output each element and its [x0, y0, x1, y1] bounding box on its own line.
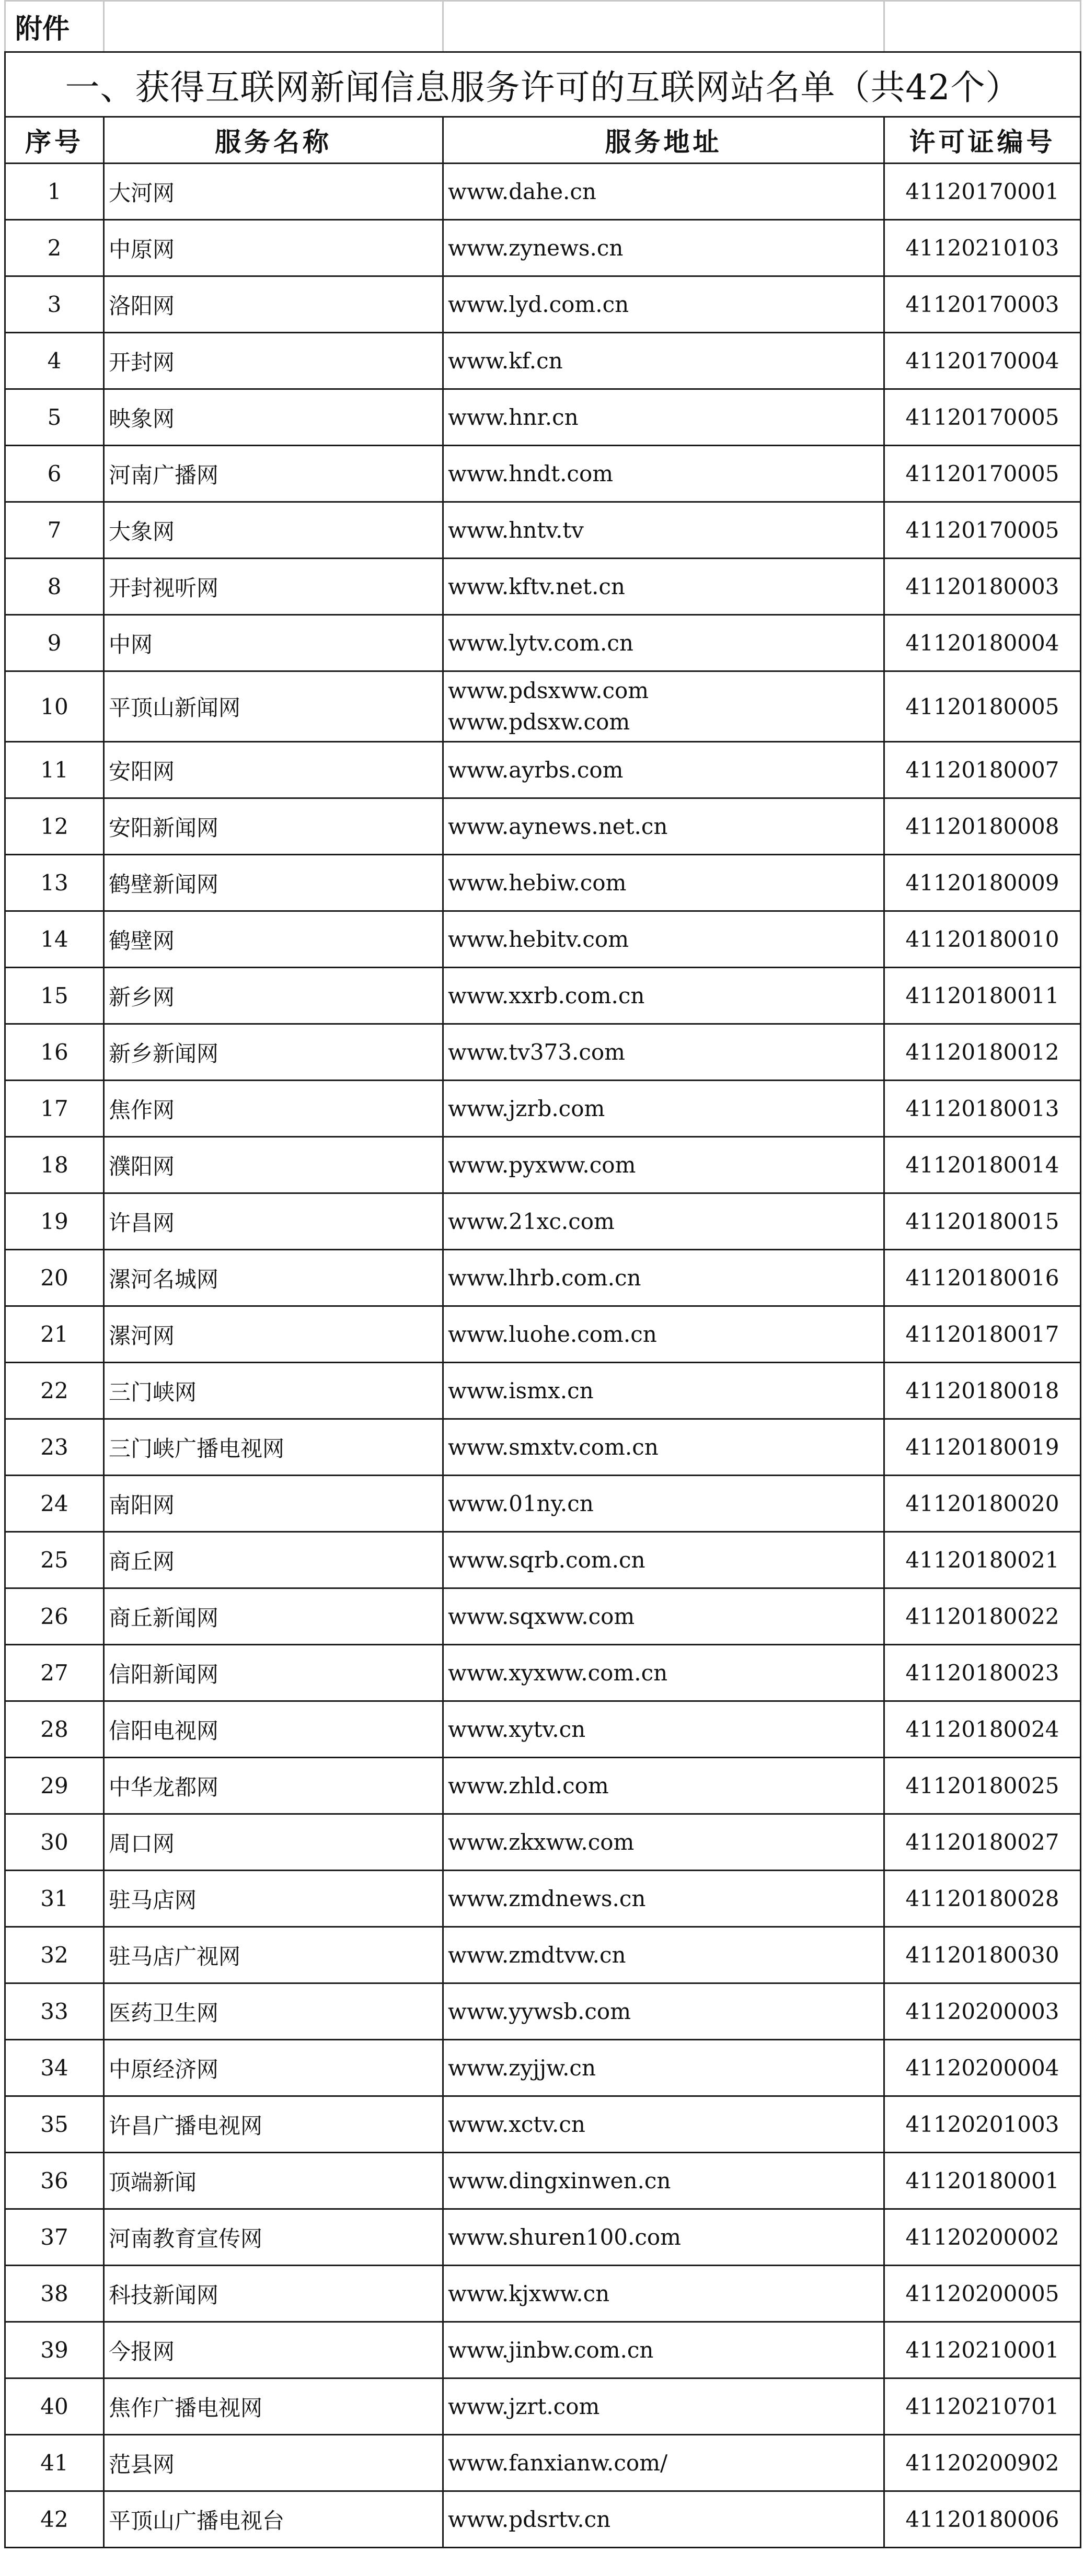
cell-seq: 23 — [5, 1419, 104, 1476]
cell-license-number: 41120180028 — [884, 1871, 1081, 1927]
table-row — [5, 1758, 1081, 1814]
cell-service-name: 科技新闻网 — [104, 2266, 443, 2322]
cell-license-number: 41120180030 — [884, 1927, 1081, 1983]
address-url: www.smxtv.com.cn — [448, 1434, 659, 1460]
cell-seq: 25 — [5, 1532, 104, 1588]
address-url: www.kftv.net.cn — [448, 573, 625, 599]
cell-license-number: 41120180005 — [884, 671, 1081, 742]
cell-license-number: 41120180004 — [884, 615, 1081, 671]
table-row — [5, 615, 1081, 671]
table-row — [5, 1588, 1081, 1645]
table-row — [5, 2040, 1081, 2096]
address-url: www.jinbw.com.cn — [448, 2337, 654, 2363]
cell-license-number: 41120180019 — [884, 1419, 1081, 1476]
table-row — [5, 1532, 1081, 1588]
cell-seq: 14 — [5, 911, 104, 968]
cell-license-number: 41120180021 — [884, 1532, 1081, 1588]
cell-service-address — [443, 911, 884, 968]
table-row — [5, 164, 1081, 220]
table-row — [5, 389, 1081, 446]
cell-service-name: 驻马店广视网 — [104, 1927, 443, 1983]
address-url: www.luohe.com.cn — [448, 1321, 657, 1347]
cell-seq: 32 — [5, 1927, 104, 1983]
cell-service-name: 许昌广播电视网 — [104, 2096, 443, 2153]
cell-seq: 35 — [5, 2096, 104, 2153]
column-header-name: 服务名称 — [104, 117, 443, 164]
cell-service-address — [443, 2435, 884, 2491]
cell-seq: 37 — [5, 2209, 104, 2266]
cell-seq: 31 — [5, 1871, 104, 1927]
cell-service-name: 鹤壁网 — [104, 911, 443, 968]
cell-license-number: 41120180015 — [884, 1193, 1081, 1250]
cell-service-address — [443, 1701, 884, 1758]
table-row — [5, 2153, 1081, 2209]
cell-license-number: 41120210701 — [884, 2378, 1081, 2435]
cell-service-name: 顶端新闻 — [104, 2153, 443, 2209]
column-header-address: 服务地址 — [443, 117, 884, 164]
cell-seq: 4 — [5, 333, 104, 389]
address-url: www.zmdtvw.cn — [448, 1942, 626, 1968]
table-row — [5, 1983, 1081, 2040]
cell-service-address — [443, 968, 884, 1024]
cell-seq: 13 — [5, 855, 104, 911]
table-row — [5, 2378, 1081, 2435]
column-header-seq: 序号 — [5, 117, 104, 164]
address-url: www.hndt.com — [448, 460, 614, 486]
cell-seq: 22 — [5, 1363, 104, 1419]
cell-service-name: 信阳电视网 — [104, 1701, 443, 1758]
cell-service-name: 新乡网 — [104, 968, 443, 1024]
address-url: www.dahe.cn — [448, 178, 596, 204]
cell-license-number: 41120170005 — [884, 502, 1081, 559]
cell-service-address — [443, 1983, 884, 2040]
cell-license-number: 41120180017 — [884, 1306, 1081, 1363]
table-row — [5, 446, 1081, 502]
address-url: www.hnr.cn — [448, 404, 579, 430]
attachment-label: 附件 — [5, 1, 104, 52]
cell-license-number: 41120201003 — [884, 2096, 1081, 2153]
empty-cell — [443, 1, 884, 52]
cell-license-number: 41120170003 — [884, 276, 1081, 333]
cell-service-name: 开封视听网 — [104, 559, 443, 615]
cell-service-name: 焦作网 — [104, 1081, 443, 1137]
cell-service-name: 医药卫生网 — [104, 1983, 443, 2040]
address-url: www.pdsxw.com — [448, 709, 630, 735]
address-url: www.zkxww.com — [448, 1829, 635, 1855]
cell-service-address — [443, 798, 884, 855]
address-url: www.zmdnews.cn — [448, 1885, 646, 1911]
cell-seq: 17 — [5, 1081, 104, 1137]
cell-service-name: 平顶山新闻网 — [104, 671, 443, 742]
cell-service-name: 漯河网 — [104, 1306, 443, 1363]
cell-license-number: 41120180012 — [884, 1024, 1081, 1081]
cell-license-number: 41120180022 — [884, 1588, 1081, 1645]
table-row — [5, 1701, 1081, 1758]
address-url: www.xytv.cn — [448, 1716, 586, 1742]
cell-service-name: 信阳新闻网 — [104, 1645, 443, 1701]
cell-seq: 24 — [5, 1476, 104, 1532]
table-row — [5, 1024, 1081, 1081]
address-url: www.pyxww.com — [448, 1152, 636, 1178]
cell-service-name: 今报网 — [104, 2322, 443, 2378]
cell-seq: 28 — [5, 1701, 104, 1758]
cell-service-address — [443, 220, 884, 276]
cell-service-name: 河南广播网 — [104, 446, 443, 502]
cell-license-number: 41120180010 — [884, 911, 1081, 968]
address-url: www.aynews.net.cn — [448, 813, 668, 839]
cell-service-address — [443, 1024, 884, 1081]
cell-seq: 26 — [5, 1588, 104, 1645]
cell-license-number: 41120180027 — [884, 1814, 1081, 1871]
cell-service-address — [443, 1306, 884, 1363]
cell-service-address — [443, 671, 884, 742]
address-url: www.pdsrtv.cn — [448, 2506, 611, 2532]
cell-seq: 8 — [5, 559, 104, 615]
cell-license-number: 41120170004 — [884, 333, 1081, 389]
cell-service-name: 安阳新闻网 — [104, 798, 443, 855]
table-row — [5, 502, 1081, 559]
cell-service-address — [443, 2491, 884, 2548]
cell-seq: 27 — [5, 1645, 104, 1701]
cell-service-address — [443, 1532, 884, 1588]
cell-service-address — [443, 333, 884, 389]
table-row — [5, 2491, 1081, 2548]
cell-license-number: 41120180008 — [884, 798, 1081, 855]
cell-service-name: 驻马店网 — [104, 1871, 443, 1927]
table-row — [5, 1645, 1081, 1701]
cell-seq: 5 — [5, 389, 104, 446]
cell-service-name: 中华龙都网 — [104, 1758, 443, 1814]
table-row — [5, 2096, 1081, 2153]
table-row — [5, 911, 1081, 968]
table-row — [5, 333, 1081, 389]
address-url: www.zynews.cn — [448, 235, 624, 261]
table-row — [5, 1871, 1081, 1927]
address-url: www.ayrbs.com — [448, 757, 624, 783]
address-url: www.jzrt.com — [448, 2393, 600, 2419]
address-url: www.hntv.tv — [448, 517, 584, 543]
address-url: www.lytv.com.cn — [448, 630, 633, 656]
cell-service-address — [443, 2040, 884, 2096]
cell-service-address — [443, 1871, 884, 1927]
cell-seq: 41 — [5, 2435, 104, 2491]
cell-service-name: 安阳网 — [104, 742, 443, 798]
address-url: www.tv373.com — [448, 1039, 625, 1065]
cell-service-name: 大河网 — [104, 164, 443, 220]
cell-seq: 16 — [5, 1024, 104, 1081]
cell-service-address — [443, 2322, 884, 2378]
cell-service-address — [443, 389, 884, 446]
address-url: www.fanxianw.com/ — [448, 2450, 668, 2476]
cell-service-address — [443, 1814, 884, 1871]
table-row — [5, 2266, 1081, 2322]
address-url: www.ismx.cn — [448, 1377, 594, 1403]
table-row — [5, 1927, 1081, 1983]
cell-service-address — [443, 1250, 884, 1306]
cell-license-number: 41120200005 — [884, 2266, 1081, 2322]
cell-service-name: 周口网 — [104, 1814, 443, 1871]
document-title: 一、获得互联网新闻信息服务许可的互联网站名单（共42个） — [5, 52, 1081, 117]
cell-license-number: 41120170005 — [884, 389, 1081, 446]
cell-service-name: 中网 — [104, 615, 443, 671]
cell-service-name: 洛阳网 — [104, 276, 443, 333]
cell-service-name: 平顶山广播电视台 — [104, 2491, 443, 2548]
cell-license-number: 41120180001 — [884, 2153, 1081, 2209]
table-row — [5, 276, 1081, 333]
cell-service-name: 许昌网 — [104, 1193, 443, 1250]
address-url: www.dingxinwen.cn — [448, 2167, 671, 2194]
cell-license-number: 41120180009 — [884, 855, 1081, 911]
address-url: www.xctv.cn — [448, 2111, 585, 2137]
cell-service-address — [443, 2378, 884, 2435]
table-body — [5, 1, 1081, 2548]
cell-seq: 10 — [5, 671, 104, 742]
cell-seq: 12 — [5, 798, 104, 855]
table-row — [5, 559, 1081, 615]
cell-license-number: 41120170005 — [884, 446, 1081, 502]
cell-service-address — [443, 1588, 884, 1645]
table-row — [5, 2209, 1081, 2266]
table-row — [5, 1193, 1081, 1250]
cell-seq: 20 — [5, 1250, 104, 1306]
cell-license-number: 41120180018 — [884, 1363, 1081, 1419]
table-row — [5, 1814, 1081, 1871]
cell-seq: 11 — [5, 742, 104, 798]
cell-seq: 33 — [5, 1983, 104, 2040]
cell-service-address — [443, 1081, 884, 1137]
address-url: www.01ny.cn — [448, 1490, 594, 1516]
cell-license-number: 41120200002 — [884, 2209, 1081, 2266]
cell-service-address — [443, 1476, 884, 1532]
website-list-table — [4, 0, 1081, 2548]
cell-seq: 19 — [5, 1193, 104, 1250]
cell-service-address — [443, 1363, 884, 1419]
cell-service-address — [443, 2209, 884, 2266]
cell-seq: 39 — [5, 2322, 104, 2378]
table-row — [5, 220, 1081, 276]
table-row — [5, 742, 1081, 798]
cell-license-number: 41120180016 — [884, 1250, 1081, 1306]
address-url: www.lyd.com.cn — [448, 291, 629, 317]
address-url: www.shuren100.com — [448, 2224, 682, 2250]
cell-service-address — [443, 742, 884, 798]
cell-service-address — [443, 559, 884, 615]
cell-service-address — [443, 1927, 884, 1983]
table-row — [5, 1081, 1081, 1137]
cell-license-number: 41120180013 — [884, 1081, 1081, 1137]
table-row — [5, 671, 1081, 742]
cell-license-number: 41120210103 — [884, 220, 1081, 276]
cell-service-address — [443, 2096, 884, 2153]
cell-license-number: 41120180006 — [884, 2491, 1081, 2548]
cell-seq: 18 — [5, 1137, 104, 1193]
column-header-license: 许可证编号 — [884, 117, 1081, 164]
empty-cell — [884, 1, 1081, 52]
cell-seq: 29 — [5, 1758, 104, 1814]
cell-seq: 34 — [5, 2040, 104, 2096]
cell-seq: 6 — [5, 446, 104, 502]
cell-license-number: 41120180023 — [884, 1645, 1081, 1701]
cell-seq: 7 — [5, 502, 104, 559]
cell-service-name: 南阳网 — [104, 1476, 443, 1532]
address-url: www.xyxww.com.cn — [448, 1660, 668, 1686]
address-url: www.zyjjw.cn — [448, 2055, 596, 2081]
cell-seq: 36 — [5, 2153, 104, 2209]
cell-service-name: 映象网 — [104, 389, 443, 446]
cell-service-address — [443, 1419, 884, 1476]
cell-license-number: 41120180020 — [884, 1476, 1081, 1532]
table-row — [5, 2322, 1081, 2378]
cell-service-name: 商丘网 — [104, 1532, 443, 1588]
address-url: www.sqrb.com.cn — [448, 1547, 645, 1573]
cell-license-number: 41120200902 — [884, 2435, 1081, 2491]
address-url: www.hebitv.com — [448, 926, 629, 952]
cell-service-name: 中原经济网 — [104, 2040, 443, 2096]
cell-seq: 21 — [5, 1306, 104, 1363]
cell-service-address — [443, 446, 884, 502]
cell-service-address — [443, 1193, 884, 1250]
cell-service-name: 河南教育宣传网 — [104, 2209, 443, 2266]
cell-seq: 15 — [5, 968, 104, 1024]
cell-seq: 1 — [5, 164, 104, 220]
cell-seq: 40 — [5, 2378, 104, 2435]
cell-service-address — [443, 2153, 884, 2209]
table-row — [5, 1476, 1081, 1532]
table-row — [5, 855, 1081, 911]
table-row — [5, 1137, 1081, 1193]
cell-service-name: 鹤壁新闻网 — [104, 855, 443, 911]
table-row — [5, 968, 1081, 1024]
cell-seq: 3 — [5, 276, 104, 333]
cell-service-address — [443, 1645, 884, 1701]
cell-service-address — [443, 855, 884, 911]
address-url: www.kf.cn — [448, 347, 563, 374]
cell-service-name: 开封网 — [104, 333, 443, 389]
cell-license-number: 41120210001 — [884, 2322, 1081, 2378]
address-url: www.hebiw.com — [448, 869, 627, 896]
address-url: www.zhld.com — [448, 1772, 609, 1798]
cell-service-address — [443, 164, 884, 220]
address-url: www.kjxww.cn — [448, 2280, 610, 2306]
cell-seq: 42 — [5, 2491, 104, 2548]
title-row — [5, 52, 1081, 117]
cell-license-number: 41120180007 — [884, 742, 1081, 798]
table-row — [5, 1363, 1081, 1419]
cell-license-number: 41120200003 — [884, 1983, 1081, 2040]
cell-license-number: 41120170001 — [884, 164, 1081, 220]
cell-service-name: 中原网 — [104, 220, 443, 276]
cell-service-address — [443, 1758, 884, 1814]
cell-service-name: 三门峡网 — [104, 1363, 443, 1419]
empty-cell — [104, 1, 443, 52]
cell-license-number: 41120200004 — [884, 2040, 1081, 2096]
cell-service-name: 范县网 — [104, 2435, 443, 2491]
cell-service-address — [443, 1137, 884, 1193]
cell-seq: 38 — [5, 2266, 104, 2322]
table-row — [5, 1250, 1081, 1306]
cell-license-number: 41120180011 — [884, 968, 1081, 1024]
cell-service-name: 新乡新闻网 — [104, 1024, 443, 1081]
cell-service-address — [443, 276, 884, 333]
attachment-row — [5, 1, 1081, 52]
cell-license-number: 41120180003 — [884, 559, 1081, 615]
cell-service-address — [443, 502, 884, 559]
header-row — [5, 117, 1081, 164]
cell-license-number: 41120180025 — [884, 1758, 1081, 1814]
cell-service-address — [443, 615, 884, 671]
cell-service-name: 大象网 — [104, 502, 443, 559]
address-url: www.jzrb.com — [448, 1095, 605, 1121]
table-row — [5, 1419, 1081, 1476]
address-url: www.pdsxww.com — [448, 678, 649, 703]
table-row — [5, 798, 1081, 855]
cell-seq: 9 — [5, 615, 104, 671]
address-url: www.yywsb.com — [448, 1998, 631, 2024]
address-url: www.sqxww.com — [448, 1603, 635, 1629]
address-url: www.21xc.com — [448, 1208, 615, 1234]
cell-service-name: 焦作广播电视网 — [104, 2378, 443, 2435]
cell-service-name: 商丘新闻网 — [104, 1588, 443, 1645]
cell-service-name: 濮阳网 — [104, 1137, 443, 1193]
cell-seq: 2 — [5, 220, 104, 276]
cell-license-number: 41120180014 — [884, 1137, 1081, 1193]
cell-service-address — [443, 2266, 884, 2322]
table-row — [5, 1306, 1081, 1363]
cell-license-number: 41120180024 — [884, 1701, 1081, 1758]
address-url: www.xxrb.com.cn — [448, 982, 645, 1008]
address-url: www.lhrb.com.cn — [448, 1264, 641, 1291]
cell-service-name: 漯河名城网 — [104, 1250, 443, 1306]
cell-seq: 30 — [5, 1814, 104, 1871]
table-row — [5, 2435, 1081, 2491]
cell-service-name: 三门峡广播电视网 — [104, 1419, 443, 1476]
